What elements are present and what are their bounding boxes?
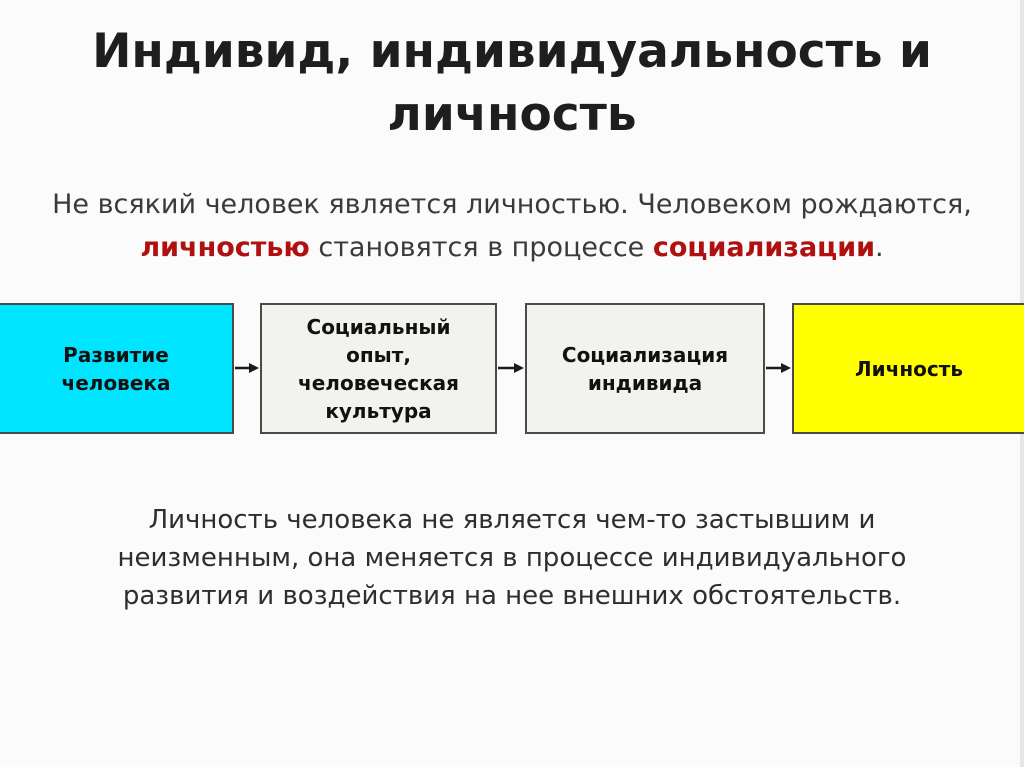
intro-line-1: Не всякий человек является личностью. Человеком рождаются,	[52, 189, 972, 220]
flow-box-development-label: Развитие человека	[61, 342, 171, 395]
flow-box-socialization-label: Социализация индивида	[561, 342, 729, 395]
intro-line-2	[0, 226, 1024, 269]
intro-text	[0, 183, 1024, 269]
outro-line-1: Личность человека не является чем-то застывшим и	[148, 505, 876, 535]
slide-title	[0, 20, 1024, 146]
highlight-lichnostyu: личностью	[140, 232, 310, 263]
flow-box-personality	[792, 303, 1024, 434]
arrow-right-icon	[497, 360, 525, 376]
outro-text	[0, 501, 1024, 615]
highlight-socializacii: социализации	[652, 232, 876, 263]
flow-box-social-experience-label: Социальный опыт, человеческая культура	[298, 314, 459, 423]
title-line-2: личность	[387, 87, 637, 142]
flow-box-personality-label: Личность	[854, 356, 963, 381]
intro-line-2-mid: становятся в процессе	[309, 232, 653, 263]
title-line-1: Индивид, индивидуальность и	[92, 24, 932, 79]
flow-box-socialization	[525, 303, 765, 434]
intro-line-2-end: .	[875, 232, 884, 263]
outro-line-3: развития и воздействия на нее внешних обстоятельств.	[122, 581, 902, 611]
arrow-right-icon	[765, 360, 792, 376]
flow-box-social-experience	[260, 303, 497, 434]
flow-box-development	[0, 303, 234, 434]
outro-line-2: неизменным, она меняется в процессе индивидуального	[117, 543, 907, 573]
arrow-right-icon	[234, 360, 260, 376]
